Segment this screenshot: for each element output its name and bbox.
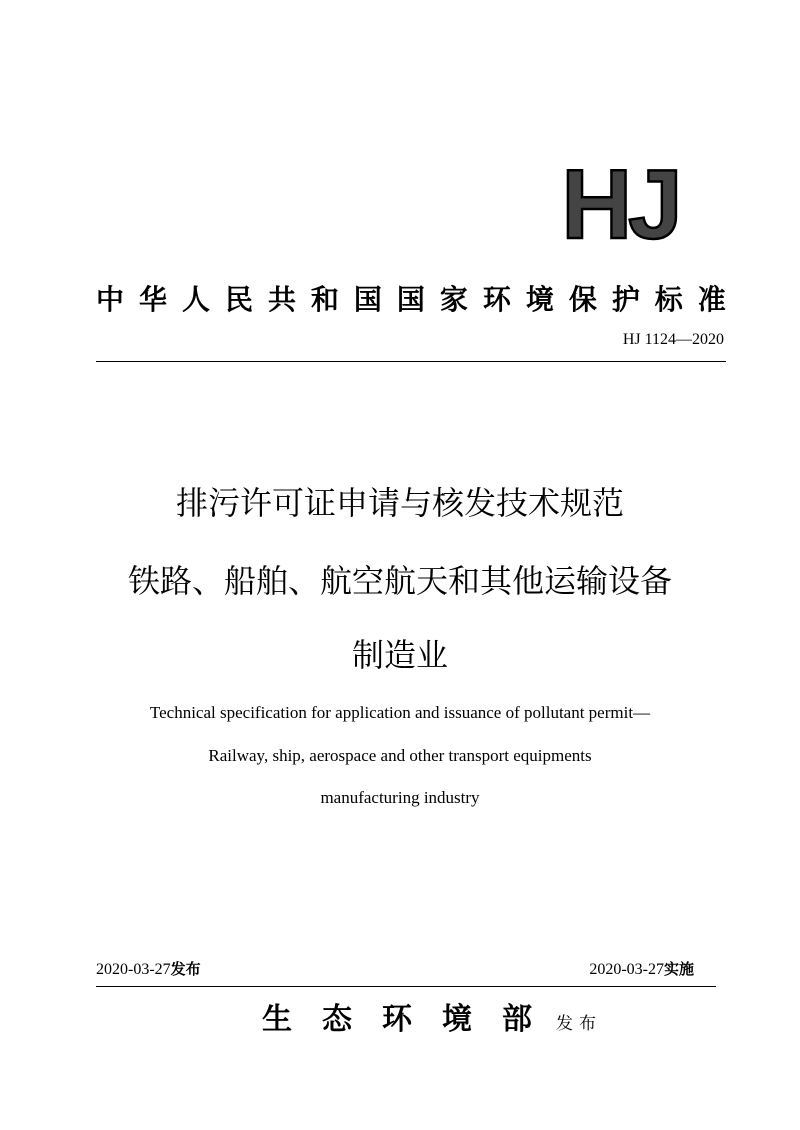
title-zh-line1: 排污许可证申请与核发技术规范 bbox=[175, 484, 624, 522]
issuer-char: 家 bbox=[439, 283, 468, 316]
issuer-char: 标 bbox=[654, 283, 683, 316]
issuer-char: 民 bbox=[224, 283, 253, 316]
ministry-char: 部 bbox=[502, 1002, 532, 1037]
issue-date bbox=[96, 958, 201, 979]
issue-date-value: 2020-03-27 bbox=[96, 961, 171, 978]
title-zh-line2: 铁路、船舶、航空航天和其他运输设备 bbox=[127, 562, 672, 600]
footer-divider bbox=[96, 986, 716, 987]
hj-logo bbox=[548, 160, 692, 242]
title-en-line3: manufacturing industry bbox=[320, 788, 480, 807]
issuer-char: 和 bbox=[310, 283, 339, 316]
ministry-publisher bbox=[262, 994, 602, 1037]
issue-date-label: 发布 bbox=[170, 960, 201, 978]
issuer-char: 环 bbox=[482, 283, 511, 316]
implementation-date-value: 2020-03-27 bbox=[589, 961, 664, 978]
issuer-char: 共 bbox=[267, 283, 296, 316]
issuer-char: 准 bbox=[697, 283, 726, 316]
publish-label: 发布 bbox=[556, 1014, 602, 1034]
issuer-char: 保 bbox=[568, 283, 597, 316]
header-divider bbox=[96, 361, 726, 362]
title-en-line2: Railway, ship, aerospace and other transport equipments bbox=[208, 746, 592, 765]
implementation-date-label: 实施 bbox=[663, 960, 694, 978]
implementation-date bbox=[589, 958, 694, 979]
issuer-char: 人 bbox=[181, 283, 210, 316]
title-zh-line3: 制造业 bbox=[351, 636, 448, 674]
issuer-char: 国 bbox=[353, 283, 382, 316]
ministry-char: 生 bbox=[262, 1002, 292, 1037]
issuer-char: 护 bbox=[611, 283, 640, 316]
ministry-char: 环 bbox=[382, 1002, 412, 1037]
hj-logo-text: HJ bbox=[561, 160, 679, 242]
ministry-char: 境 bbox=[442, 1002, 472, 1037]
ministry-char: 态 bbox=[322, 1002, 352, 1037]
issuer-title bbox=[96, 276, 726, 320]
issuer-char: 中 bbox=[96, 283, 125, 316]
issuer-char: 国 bbox=[396, 283, 425, 316]
issuer-char: 境 bbox=[525, 283, 554, 316]
issuer-char: 华 bbox=[138, 283, 167, 316]
ministry-name bbox=[262, 994, 532, 1038]
title-en-line1: Technical specification for application and issuance of pollutant permit— bbox=[149, 703, 651, 722]
standard-number: HJ 1124—2020 bbox=[622, 331, 724, 348]
